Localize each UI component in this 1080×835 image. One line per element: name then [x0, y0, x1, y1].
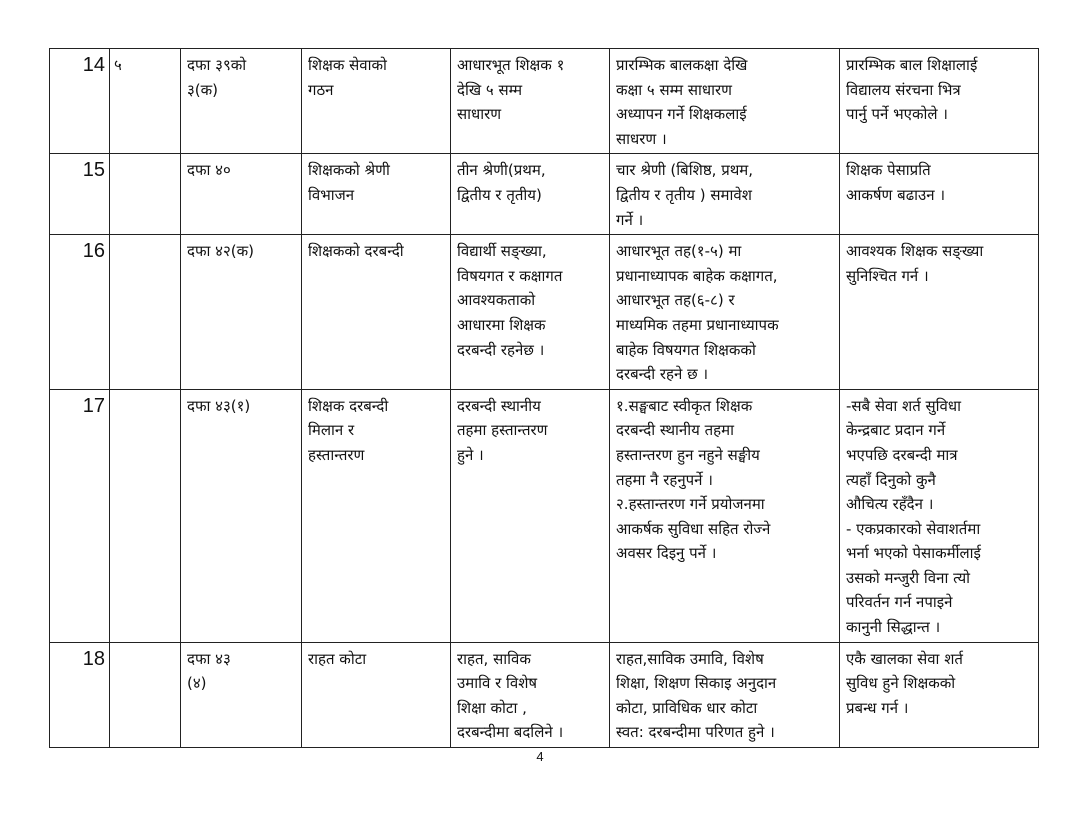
- proposed-provision-cell: आधारभूत तह(१-५) मा प्रधानाध्यापक बाहेक कक्षागत, आधारभूत तह(६-८) र माध्यमिक तहमा प्रधानाध्यापक बाहेक विषयगत शिक्षकको दरबन्दी रहने छ ।: [610, 235, 840, 390]
- section-cell: दफा ४३(१): [181, 389, 302, 642]
- serial-mark: [110, 154, 181, 235]
- existing-provision-cell: दरबन्दी स्थानीय तहमा हस्तान्तरण हुने ।: [451, 389, 610, 642]
- table-row: [50, 389, 1039, 642]
- row-number: 16: [50, 235, 110, 390]
- proposed-provision-cell: प्रारम्भिक बालकक्षा देखि कक्षा ५ सम्म साधारण अध्यापन गर्ने शिक्षकलाई साधरण ।: [610, 49, 840, 154]
- row-number: 18: [50, 642, 110, 747]
- subject-cell: शिक्षक दरबन्दी मिलान र हस्तान्तरण: [302, 389, 451, 642]
- existing-provision-cell: विद्यार्थी सङ्ख्या, विषयगत र कक्षागत आवश्यकताको आधारमा शिक्षक दरबन्दी रहनेछ ।: [451, 235, 610, 390]
- section-cell: दफा ४०: [181, 154, 302, 235]
- amendment-table: [49, 48, 1039, 748]
- section-cell: दफा ४३ (४): [181, 642, 302, 747]
- reason-cell: एकै खालका सेवा शर्त सुविध हुने शिक्षकको प्रबन्ध गर्न ।: [840, 642, 1039, 747]
- row-number: 15: [50, 154, 110, 235]
- section-cell: दफा ४२(क): [181, 235, 302, 390]
- reason-cell: प्रारम्भिक बाल शिक्षालाई विद्यालय संरचना भित्र पार्नु पर्ने भएकोले ।: [840, 49, 1039, 154]
- subject-cell: शिक्षकको श्रेणी विभाजन: [302, 154, 451, 235]
- proposed-provision-cell: १.सङ्घबाट स्वीकृत शिक्षक दरबन्दी स्थानीय तहमा हस्तान्तरण हुन नहुने सङ्घीय तहमा नै रहनुपर्ने । २.हस्तान्तरण गर्ने प्रयोजनमा आकर्षक सुविधा सहित रोज्ने अवसर दिइनु पर्ने ।: [610, 389, 840, 642]
- page-number: 4: [536, 749, 544, 764]
- reason-cell: आवश्यक शिक्षक सङ्ख्या सुनिश्चित गर्न ।: [840, 235, 1039, 390]
- subject-cell: शिक्षकको दरबन्दी: [302, 235, 451, 390]
- serial-mark: ५: [110, 49, 181, 154]
- serial-mark: [110, 642, 181, 747]
- subject-cell: शिक्षक सेवाको गठन: [302, 49, 451, 154]
- serial-mark: [110, 235, 181, 390]
- subject-cell: राहत कोटा: [302, 642, 451, 747]
- existing-provision-cell: तीन श्रेणी(प्रथम, द्वितीय र तृतीय): [451, 154, 610, 235]
- section-cell: दफा ३९को ३(क): [181, 49, 302, 154]
- reason-cell: शिक्षक पेसाप्रति आकर्षण बढाउन ।: [840, 154, 1039, 235]
- table-row: [50, 642, 1039, 747]
- table-row: [50, 235, 1039, 390]
- proposed-provision-cell: राहत,साविक उमावि, विशेष शिक्षा, शिक्षण सिकाइ अनुदान कोटा, प्राविधिक धार कोटा स्वत: दरबन्दीमा परिणत हुने ।: [610, 642, 840, 747]
- proposed-provision-cell: चार श्रेणी (बिशिष्ठ, प्रथम, द्वितीय र तृतीय ) समावेश गर्ने ।: [610, 154, 840, 235]
- reason-cell: -सबै सेवा शर्त सुविधा केन्द्रबाट प्रदान गर्ने भएपछि दरबन्दी मात्र त्यहाँ दिनुको कुनै औचित्य रहँदैन । - एकप्रकारको सेवाशर्तमा भर्ना भएको पेसाकर्मीलाई उसको मन्जुरी विना त्यो परिवर्तन गर्न नपाइने कानुनी सिद्धान्त ।: [840, 389, 1039, 642]
- existing-provision-cell: आधारभूत शिक्षक १ देखि ५ सम्म साधारण: [451, 49, 610, 154]
- existing-provision-cell: राहत, साविक उमावि र विशेष शिक्षा कोटा , दरबन्दीमा बदलिने ।: [451, 642, 610, 747]
- table-row: [50, 154, 1039, 235]
- row-number: 14: [50, 49, 110, 154]
- serial-mark: [110, 389, 181, 642]
- row-number: 17: [50, 389, 110, 642]
- table-row: [50, 49, 1039, 154]
